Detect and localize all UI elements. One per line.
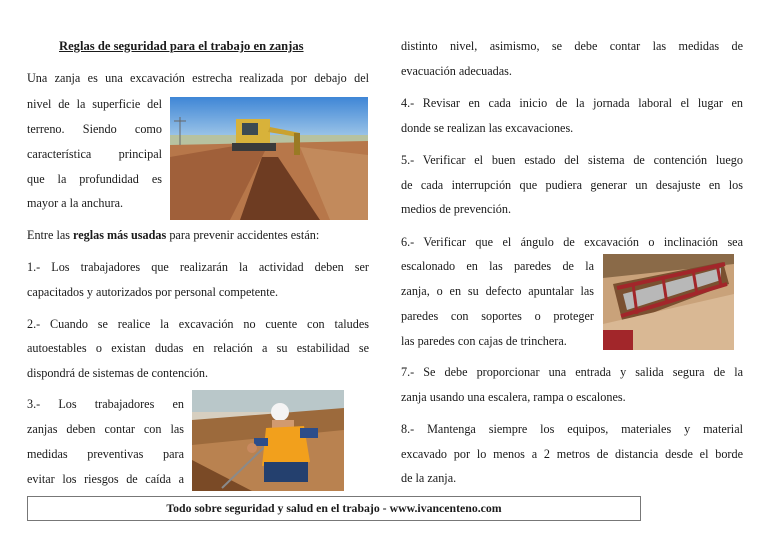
rule-1-line: 1.- Los trabajadores que realizarán la actividad deben ser (27, 260, 369, 274)
rules-intro-suffix: para prevenir accidentes están: (166, 228, 320, 242)
rule-2-line: 2.- Cuando se realice la excavación no cuente con taludes (27, 317, 369, 331)
rule-6-line: zanja, o en su defecto apuntalar las (401, 284, 594, 298)
rule-3-line: medidas preventivas para (27, 447, 184, 461)
rule-8-line: 8.- Mantenga siempre los equipos, materiales y material (401, 422, 743, 436)
page-title: Reglas de seguridad para el trabajo en zanjas (59, 39, 304, 53)
rule-1-line: capacitados y autorizados por personal competente. (27, 285, 279, 299)
intro-line: mayor a la anchura. (27, 196, 124, 210)
rule-6-line: las paredes con cajas de trinchera. (401, 334, 567, 348)
rule-2-line: autoestables o existan dudas en relación a su estabilidad se (27, 341, 369, 355)
intro-line: Una zanja es una excavación estrecha realizada por debajo del (27, 71, 369, 85)
rule-6-line: paredes con soportes o proteger (401, 309, 594, 323)
rules-intro (27, 228, 319, 242)
rule-3-line: zanjas deben contar con las (27, 422, 184, 436)
rule-5-line: medios de prevención. (401, 202, 511, 216)
rule-4-line: 4.- Revisar en cada inicio de la jornada laboral el lugar en (401, 96, 743, 110)
intro-line: que la profundidad es (27, 172, 162, 186)
intro-line: característica principal (27, 147, 162, 161)
footer-text: Todo sobre seguridad y salud en el trabajo - www.ivancenteno.com (166, 501, 502, 515)
rule-7-line: 7.- Se debe proporcionar una entrada y salida segura de la (401, 365, 743, 379)
trench-excavator-photo (170, 97, 368, 220)
worker-in-trench-photo (192, 390, 344, 491)
rules-intro-prefix: Entre las (27, 228, 74, 242)
rule-3-cont-line: distinto nivel, asimismo, se debe contar las medidas de (401, 39, 743, 53)
rule-7-line: zanja usando una escalera, rampa o escalones. (401, 390, 626, 404)
rule-6-line: escalonado en las paredes de la (401, 259, 594, 273)
rule-8-line: de la zanja. (401, 471, 457, 485)
rule-8-line: excavado por lo menos a 2 metros de distancia desde el borde (401, 447, 743, 461)
rule-3-line: evitar los riesgos de caída a (27, 472, 184, 486)
rules-intro-bold: reglas más usadas (73, 228, 167, 242)
rule-5-line: 5.- Verificar el buen estado del sistema de contención luego (401, 153, 743, 167)
rule-6-line: 6.- Verificar que el ángulo de excavación o inclinación sea (401, 235, 743, 249)
footer-banner (27, 496, 641, 521)
rule-3-line: 3.- Los trabajadores en (27, 397, 184, 411)
intro-line: nivel de la superficie del (27, 97, 162, 111)
rule-3-cont-line: evacuación adecuadas. (401, 64, 512, 78)
rule-4-line: donde se realizan las excavaciones. (401, 121, 574, 135)
intro-line: terreno. Siendo como (27, 122, 162, 136)
rule-2-line: dispondrá de sistemas de contención. (27, 366, 209, 380)
trench-box-photo (603, 254, 734, 350)
rule-5-line: de cada interrupción que pudiera generar un desajuste en los (401, 178, 743, 192)
